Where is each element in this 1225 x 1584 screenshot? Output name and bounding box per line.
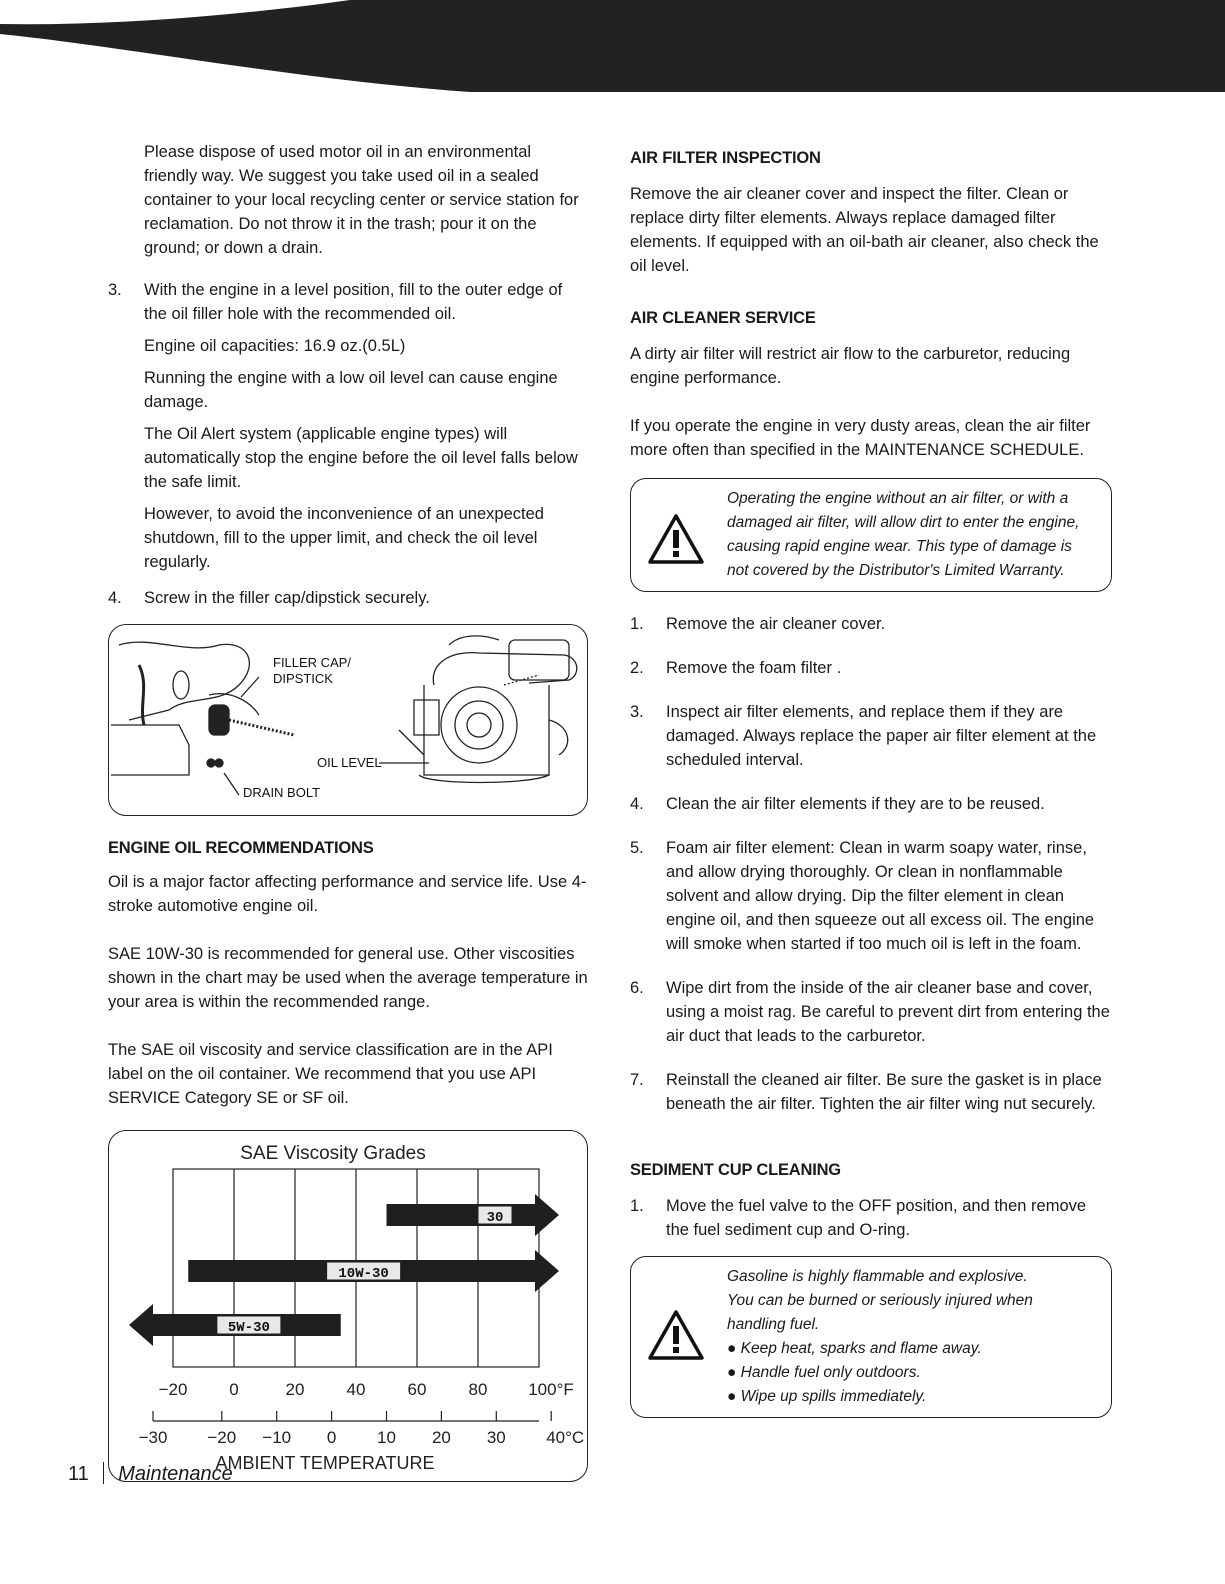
engine-oil-figure [108, 624, 588, 816]
air-filter-paragraph: Remove the air cleaner cover and inspect the filter. Clean or replace dirty filter elements. Always replace damaged filter elements. If equipped with an oil-bath air cleaner, also check the oil level. [630, 185, 1099, 275]
step-3 [108, 278, 588, 326]
step-number: 5. [630, 839, 644, 857]
step-number: 4. [108, 589, 122, 607]
air-cleaner-steps [630, 612, 1112, 1116]
celsius-tick-label: −10 [262, 1428, 292, 1447]
bullet-text: Wipe up spills immediately. [740, 1388, 927, 1405]
oil-rec-paragraph-3: The SAE oil viscosity and service classification are in the API label on the oil container. We recommend that you use API SERVICE Category SE or SF oil. [108, 1041, 553, 1107]
bar-label: 10W-30 [338, 1266, 389, 1282]
celsius-tick-label: 30 [486, 1428, 506, 1447]
bullet-text: Handle fuel only outdoors. [740, 1364, 921, 1381]
air-filter-heading: AIR FILTER INSPECTION [630, 149, 821, 167]
step-text: Remove the air cleaner cover. [666, 615, 886, 633]
celsius-tick-label: 0 [326, 1428, 337, 1447]
bar-label: 30 [486, 1210, 504, 1226]
list-item [630, 836, 1112, 956]
dipstick-label: DIPSTICK [273, 671, 333, 686]
step-text: Move the fuel valve to the OFF position, and then remove the fuel sediment cup and O-ring. [666, 1197, 1087, 1239]
step-text: Remove the foam filter . [666, 659, 842, 677]
chart-xlabel: AMBIENT TEMPERATURE [215, 1453, 435, 1473]
step-text: With the engine in a level position, fill to the outer edge of the oil filler hole with the recommended oil. [144, 281, 563, 323]
air-filter-warning [630, 478, 1112, 592]
step-number: 7. [630, 1071, 644, 1089]
warning-triangle-icon [647, 513, 705, 565]
celsius-tick-label: 10 [377, 1428, 396, 1447]
step-4 [108, 586, 588, 610]
fuel-warning-line-2: You can be burned or seriously injured when handling fuel. [727, 1292, 1033, 1333]
warning-triangle-icon [647, 1309, 705, 1361]
step-text: Reinstall the cleaned air filter. Be sure the gasket is in place beneath the air filter. Tighten the air filter wing nut securely. [666, 1071, 1102, 1113]
celsius-tick-label: 40°C [546, 1428, 585, 1447]
page-number: 11 [68, 1463, 89, 1485]
filler-cap-label: FILLER CAP/ [273, 655, 352, 670]
header-band [0, 0, 1225, 96]
left-column [108, 140, 588, 1482]
step-text: Clean the air filter elements if they are to be reused. [666, 795, 1045, 813]
list-item [630, 700, 1112, 772]
section-name: Maintenance [118, 1463, 233, 1485]
step-number: 4. [630, 795, 644, 813]
chart-title: SAE Viscosity Grades [240, 1143, 426, 1164]
list-item [630, 656, 1112, 680]
oil-level-label: OIL LEVEL [317, 755, 382, 770]
low-oil-note: Running the engine with a low oil level can cause engine damage. [144, 369, 558, 411]
viscosity-chart-svg [109, 1131, 587, 1481]
footer-divider [103, 1462, 105, 1484]
oil-rec-paragraph-1: Oil is a major factor affecting performance and service life. Use 4-stroke automotive engine oil. [108, 873, 587, 915]
however-note: However, to avoid the inconvenience of an unexpected shutdown, fill to the upper limit, and check the oil level regularly. [144, 505, 544, 571]
fahrenheit-tick-label: −20 [158, 1380, 188, 1399]
bar-label: 5W-30 [227, 1320, 270, 1336]
list-item [630, 976, 1112, 1048]
page-footer [68, 1462, 233, 1486]
list-item [630, 1068, 1112, 1116]
sediment-step-1 [630, 1194, 1112, 1242]
celsius-tick-label: 20 [431, 1428, 451, 1447]
step-number: 3. [108, 281, 122, 299]
fahrenheit-tick-label: 40 [346, 1380, 366, 1399]
oil-capacities: Engine oil capacities: 16.9 oz.(0.5L) [144, 337, 406, 355]
celsius-tick-label: −30 [138, 1428, 168, 1447]
fuel-warning [630, 1256, 1112, 1418]
air-cleaner-paragraph-2: If you operate the engine in very dusty areas, clean the air filter more often than specified in the MAINTENANCE SCHEDULE. [630, 417, 1091, 459]
fahrenheit-tick-label: 60 [407, 1380, 427, 1399]
viscosity-bar [387, 1194, 560, 1236]
step-number: 1. [630, 1197, 644, 1215]
step-number: 2. [630, 659, 644, 677]
fahrenheit-tick-label: 100°F [528, 1380, 574, 1399]
warning-text: Operating the engine without an air filter, or with a damaged air filter, will allow dirt to enter the engine, causing rapid engine wear. This type of damage is not covered by the Distributor's Limited Warranty. [727, 490, 1080, 579]
step-text: Wipe dirt from the inside of the air cleaner base and cover, using a moist rag. Be careful to prevent dirt from entering the air duct that leads to the carburetor. [666, 979, 1110, 1045]
dispose-paragraph: Please dispose of used motor oil in an environmental friendly way. We suggest you take used oil in a sealed container to your local recycling center or service station for reclamation. Do not throw it in the trash; pour it on the ground; or down a drain. [144, 143, 579, 257]
viscosity-chart [108, 1130, 588, 1482]
step-number: 3. [630, 703, 644, 721]
air-cleaner-heading: AIR CLEANER SERVICE [630, 309, 816, 327]
fahrenheit-tick-label: 80 [468, 1380, 488, 1399]
fuel-warning-bullet: ● Keep heat, sparks and flame away. [727, 1340, 982, 1357]
step-text: Screw in the filler cap/dipstick securely. [144, 589, 430, 607]
step-text: Inspect air filter elements, and replace them if they are damaged. Always replace the paper air filter element at the scheduled interval. [666, 703, 1097, 769]
fuel-warning-bullet: ● Handle fuel only outdoors. [727, 1364, 921, 1381]
right-column [630, 140, 1112, 1418]
step-text: Foam air filter element: Clean in warm soapy water, rinse, and allow drying thoroughly. Or clean in nonflammable solvent and allow drying. Dip the filter element in clean engine oil, and then squeeze out all excess oil. The engine will smoke when started if too much oil is left in the foam. [666, 839, 1095, 953]
oil-rec-paragraph-2: SAE 10W-30 is recommended for general use. Other viscosities shown in the chart may be used when the average temperature in your area is within the recommended range. [108, 945, 588, 1011]
list-item [630, 792, 1112, 816]
fahrenheit-tick-label: 0 [229, 1380, 239, 1399]
engine-illustration [109, 625, 587, 815]
list-item [630, 612, 1112, 636]
drain-bolt-label: DRAIN BOLT [243, 785, 321, 800]
air-cleaner-paragraph-1: A dirty air filter will restrict air flow to the carburetor, reducing engine performance. [630, 345, 1071, 387]
fuel-warning-bullet: ● Wipe up spills immediately. [727, 1388, 927, 1405]
sediment-cup-heading: SEDIMENT CUP CLEANING [630, 1161, 841, 1179]
oil-recommendations-heading: ENGINE OIL RECOMMENDATIONS [108, 839, 374, 857]
oil-alert-note: The Oil Alert system (applicable engine types) will automatically stop the engine before the oil level falls below the safe limit. [144, 425, 578, 491]
celsius-tick-label: −20 [207, 1428, 237, 1447]
step-number: 6. [630, 979, 644, 997]
fuel-warning-line-1: Gasoline is highly flammable and explosive. [727, 1268, 1028, 1285]
step-number: 1. [630, 615, 644, 633]
fahrenheit-tick-label: 20 [285, 1380, 305, 1399]
bullet-text: Keep heat, sparks and flame away. [740, 1340, 982, 1357]
